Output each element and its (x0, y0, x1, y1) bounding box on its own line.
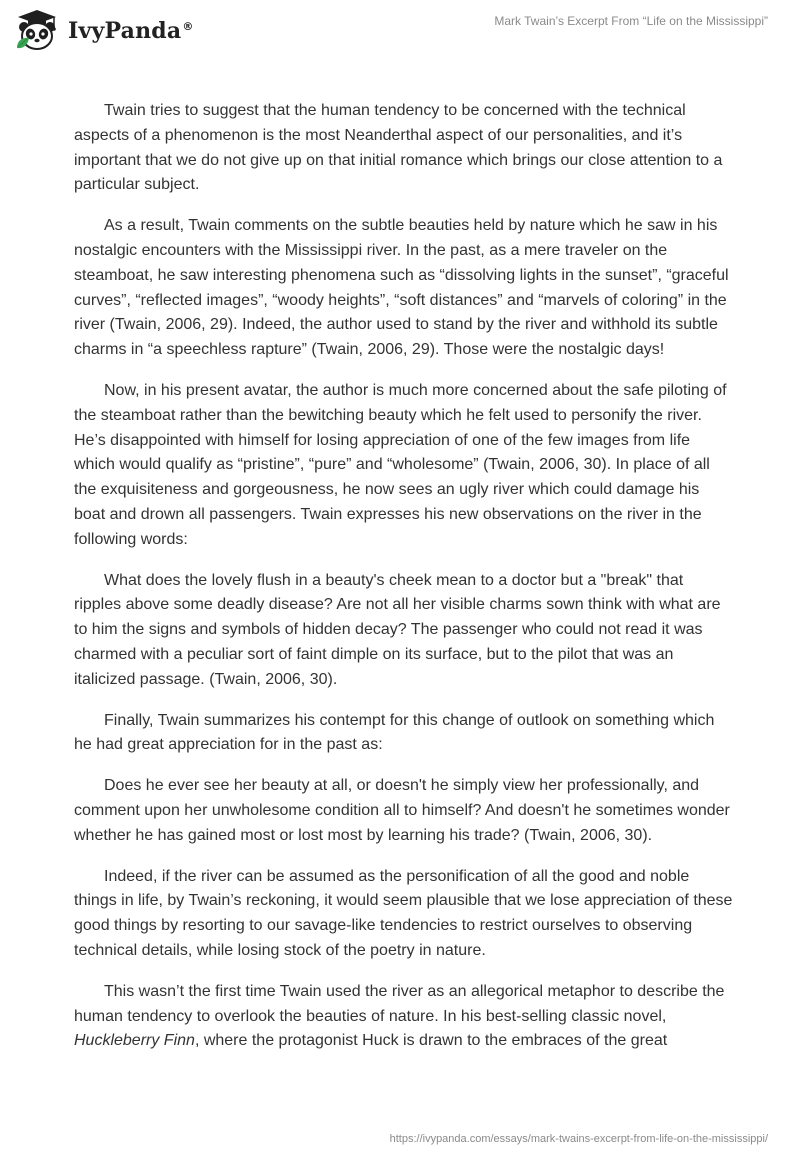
paragraph-4: Finally, Twain summarizes his contempt for this change of outlook on something which he had great appreciation for in the past as: (74, 711, 715, 754)
paragraph-3: Now, in his present avatar, the author is much more concerned about the safe piloting of the steamboat rather than the bewitching beauty which he felt used to personify the river. He’s disappointed with himself for losing appreciation of one of the few images from life which would qualify as “pristine”, “pure” and “wholesome” (Twain, 2006, 30). In place of all the exquisiteness and gorgeousness, he now sees an ugly river which could damage his boat and drown all passengers. Twain expresses his new observations on the river in the following words: (74, 381, 727, 548)
paragraph-6-text-end: , where the protagonist Huck is drawn to the embraces of the great (194, 1032, 668, 1050)
essay-body (74, 99, 734, 1054)
block-quote-2: Does he ever see her beauty at all, or doesn't he simply view her professionally, and comment upon her unwholesome condition all to himself? And doesn't he sometimes wonder whether he has gained most or lost most by learning his trade? (Twain, 2006, 30). (74, 777, 730, 844)
footer-url[interactable]: https://ivypanda.com/essays/mark-twains-excerpt-from-life-on-the-mississippi/ (389, 1133, 768, 1145)
paragraph-6-text-start: This wasn’t the first time Twain used the river as an allegorical metaphor to describe the human tendency to overlook the beauties of nature. In his best-selling classic novel, (74, 982, 725, 1025)
brand-logo[interactable] (14, 8, 194, 52)
book-title-huckleberry-finn: Huckleberry Finn (74, 1032, 195, 1050)
panda-logo-icon (14, 8, 60, 52)
paragraph-6 (74, 980, 734, 1054)
page-header (0, 0, 800, 60)
block-quote-1: What does the lovely flush in a beauty's cheek mean to a doctor but a "break" that ripples above some deadly disease? Are not all her visible charms sown think with what are to him the signs and symbols of hidden decay? The passenger who could not read it was charmed with a peculiar sort of faint dimple on its surface, but to the pilot that was an italicized passage. (Twain, 2006, 30). (74, 571, 721, 688)
paragraph-2: As a result, Twain comments on the subtle beauties held by nature which he saw in his nostalgic encounters with the Mississippi river. In the past, as a mere traveler on the steamboat, he saw interesting phenomena such as “dissolving lights in the sunset”, “graceful curves”, “reflected images”, “woody heights”, “soft distances” and “marvels of coloring” in the river (Twain, 2006, 29). Indeed, the author used to stand by the river and withhold its subtle charms in “a speechless rapture” (Twain, 2006, 29). Those were the nostalgic days! (74, 217, 729, 359)
paragraph-1: Twain tries to suggest that the human tendency to be concerned with the technical aspects of a phenomenon is the most Neanderthal aspect of our personalities, and it’s important that we do not give up on that initial romance which brings our close attention to a particular subject. (74, 102, 723, 194)
document-title: Mark Twain’s Excerpt From “Life on the Mississippi” (494, 14, 768, 28)
registered-mark: ® (182, 19, 194, 33)
brand-name: IvyPanda® (68, 18, 194, 44)
paragraph-5: Indeed, if the river can be assumed as the personification of all the good and noble things in life, by Twain’s reckoning, it would seem plausible that we lose appreciation of these good things by resorting to our savage-like tendencies to restrict ourselves to observing technical details, while losing stock of the poetry in nature. (74, 867, 733, 959)
